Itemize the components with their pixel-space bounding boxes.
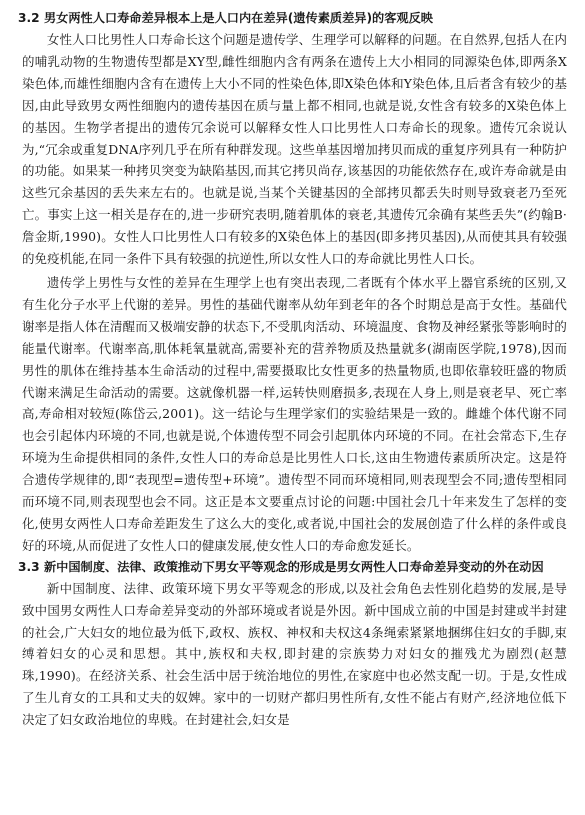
section-heading xyxy=(18,557,567,578)
section-heading xyxy=(18,8,567,29)
document-page xyxy=(18,8,567,731)
body-paragraph: 遗传学上男性与女性的差异在生理学上也有突出表现,二者既有个体水平上器官系统的区别,又有生化分子水平上代谢的差异。男性的基础代谢率从幼年到老年的各个时期总是高于女性。基础代谢率是指人体在清醒而又极端安静的状态下,不受肌肉活动、环境温度、食物及神经紧张等影响时的能量代谢率。代谢率高,肌体耗氧量就高,需要补充的营养物质及热量就多(湖南医学院,1978),因而男性的肌体在维持基本生命活动的过程中,需要摄取比女性更多的热量物质,也即依靠较旺盛的物质代谢来满足生命活动的需要。这就像机器一样,运转快则磨损多,表现在人身上,则是衰老早、死亡率高,寿命相对较短(陈岱云,2001)。这一结论与生理学家们的实验结果是一致的。雌雄个体代谢不同也会引起体内环境的不同,也就是说,个体遗传型不同会引起肌体内环境的不同。在社会常态下,生存环境为生命提供相同的条件,女性人口的寿命总是比男性人口长,这由生物遗传素质所决定。这是符合遗传学规律的,即“表现型=遗传型+环境”。遗传型不同而环境相同,则表现型会不同;遗传型相同而环境不同,则表现型也会不同。这正是本文要重点讨论的问题:中国社会几十年来发生了怎样的变化,使男女两性人口寿命差距发生了这么大的变化,或者说,中国社会的发展创造了什么样的条件或良好的环境,从而促进了女性人口的健康发展,使女性人口的寿命愈发延长。 xyxy=(22,274,567,553)
body-paragraph: 女性人口比男性人口寿命长这个问题是遗传学、生理学可以解释的问题。在自然界,包括人在内的哺乳动物的生物遗传型都是XY型,雌性细胞内含有两条在遗传上大小相同的同源染色体,即两条X染色体,而雄性细胞内含有在遗传上大小不同的性染色体,即X染色体和Y染色体,且后者含有较少的基因,由此导致男女两性细胞内的遗传基因在质与量上都不相同,也就是说,女性含有较多的X染色体上的基因。生物学者提出的遗传冗余说可以解释女性人口比男性人口寿命长的现象。遗传冗余说认为,“冗余或重复DNA序列几乎在所有种群发现。这些单基因增加拷贝而成的重复序列具有一种防护的功能。如果某一种拷贝突变为缺陷基因,而其它拷贝尚存,该基因的功能依然存在,或许寿命就是由这些冗余基因的丢失来左右的。也就是说,当某个关键基因的全部拷贝都丢失时则导致衰老乃至死亡。事实上这一相关是存在的,进一步研究表明,随着肌体的衰老,其遗传冗余确有某些丢失”(约翰B·詹金斯,1990)。女性人口比男性人口有较多的X染色体上的基因(即多拷贝基因),从而使其具有较强的免疫机能,在同一条件下具有较强的抗逆性,所以女性人口的寿命就比男性人口长。 xyxy=(22,32,567,267)
section-number: 3.3 xyxy=(18,559,40,574)
body-paragraph: 新中国制度、法律、政策环境下男女平等观念的形成,以及社会角色去性别化趋势的发展,是导致中国男女两性人口寿命差异变动的外部环境或者说是外因。新中国成立前的中国是封建或半封建的社会,广大妇女的地位最为低下,政权、族权、神权和夫权这4条绳索紧紧地捆绑住妇女的手脚,束缚着妇女的心灵和思想。其中,族权和夫权,即封建的宗族势力对妇女的摧残尤为剧烈(赵慧珠,1990)。在经济关系、社会生活中居于统治地位的男性,在家庭中也必然支配一切。于是,女性成了生儿育女的工具和丈夫的奴婢。家中的一切财产都归男性所有,女性不能占有财产,经济地位低下决定了妇女政治地位的卑贱。在封建社会,妇女是 xyxy=(22,580,567,728)
section-number: 3.2 xyxy=(18,11,40,25)
section-title: 男女两性人口寿命差异根本上是人口内在差异(遗传素质差异)的客观反映 xyxy=(44,11,433,25)
section-title: 新中国制度、法律、政策推动下男女平等观念的形成是男女两性人口寿命差异变动的外在动因 xyxy=(44,559,544,574)
